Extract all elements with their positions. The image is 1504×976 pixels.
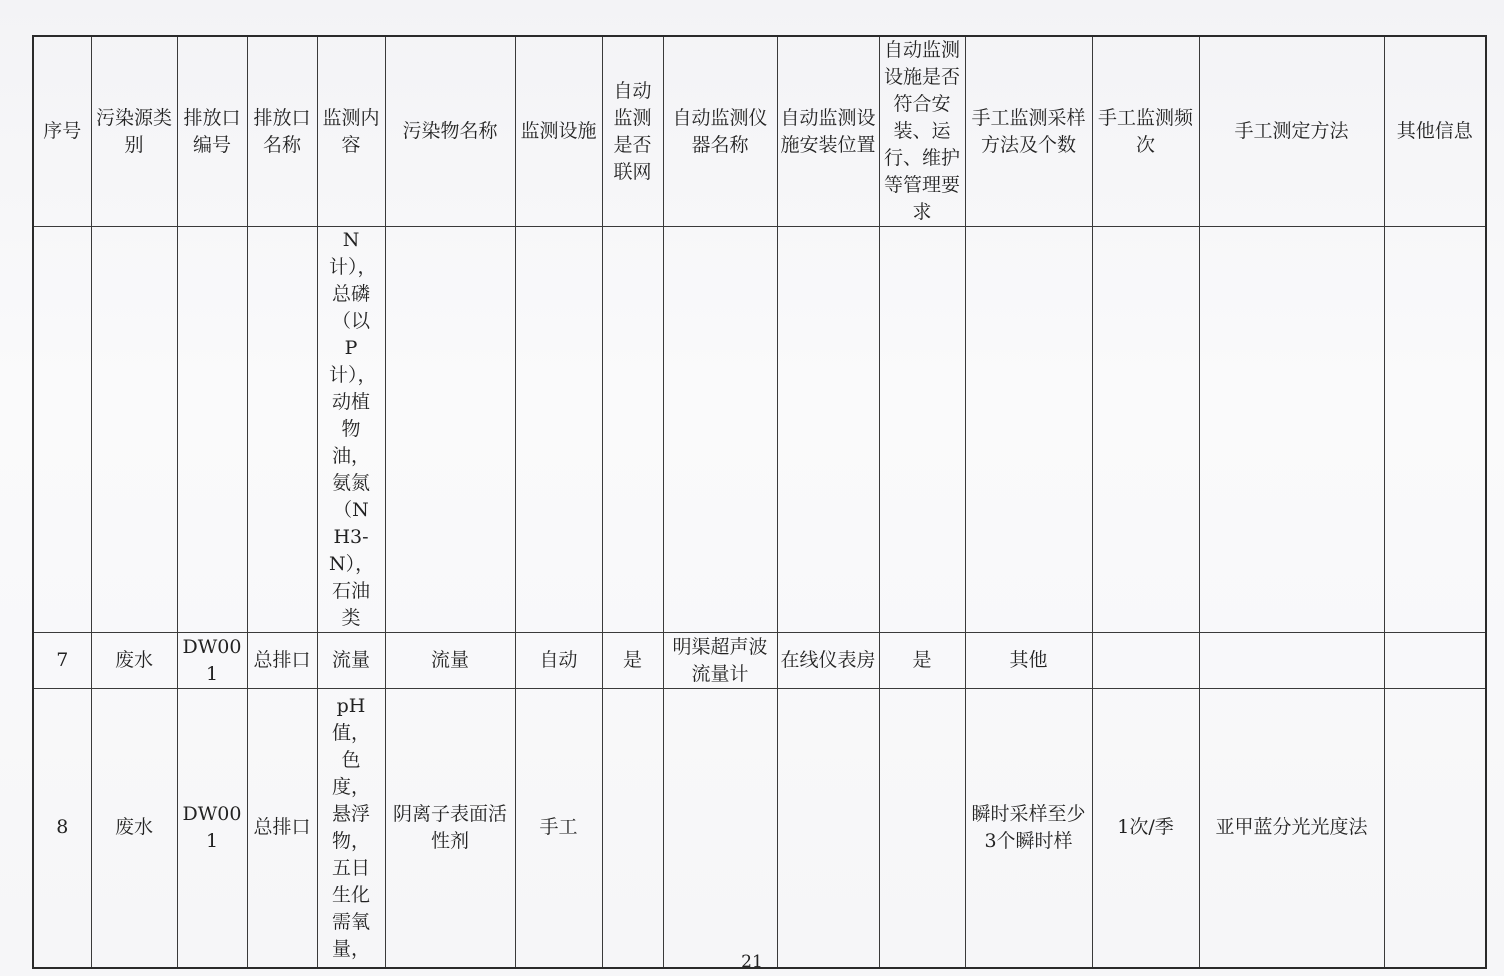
cell-monitor-content (317, 689, 385, 968)
monitor-content-text: N计），总磷（以P计），动植物油，氨氮（NH3-N），石油类 (329, 229, 377, 629)
cell-manual-method (1199, 227, 1384, 633)
cell-auto-location (777, 689, 879, 968)
header-monitor-facility: 监测设施 (515, 36, 602, 227)
cell-manual-method: 亚甲蓝分光光度法 (1199, 689, 1384, 968)
cell-manual-frequency: 1次/季 (1092, 689, 1199, 968)
cell-auto-compliant (879, 227, 965, 633)
monitoring-table (32, 35, 1487, 969)
table-header-row (33, 36, 1486, 227)
header-seq: 序号 (33, 36, 91, 227)
header-auto-networked: 自动监测是否联网 (602, 36, 663, 227)
header-monitor-content: 监测内容 (317, 36, 385, 227)
cell-outlet-name (247, 227, 317, 633)
cell-outlet-name: 总排口 (247, 689, 317, 968)
header-auto-instrument: 自动监测仪器名称 (663, 36, 777, 227)
cell-monitor-facility: 自动 (515, 633, 602, 689)
cell-outlet-code (177, 227, 247, 633)
header-manual-sampling: 手工监测采样方法及个数 (965, 36, 1092, 227)
cell-other-info (1384, 689, 1486, 968)
cell-auto-instrument (663, 689, 777, 968)
cell-manual-frequency (1092, 633, 1199, 689)
cell-auto-compliant (879, 689, 965, 968)
cell-outlet-code: DW001 (177, 689, 247, 968)
cell-outlet-code: DW001 (177, 633, 247, 689)
header-outlet-name: 排放口名称 (247, 36, 317, 227)
cell-manual-sampling (965, 227, 1092, 633)
cell-auto-networked: 是 (602, 633, 663, 689)
cell-source-type: 废水 (91, 633, 177, 689)
cell-manual-method (1199, 633, 1384, 689)
cell-seq: 7 (33, 633, 91, 689)
table-row (33, 227, 1486, 633)
monitor-content-text: pH值，色度，悬浮物，五日生化需氧量， (331, 694, 370, 960)
header-source-type: 污染源类别 (91, 36, 177, 227)
table-row (33, 689, 1486, 968)
cell-source-type: 废水 (91, 689, 177, 968)
header-outlet-code: 排放口编号 (177, 36, 247, 227)
cell-manual-frequency (1092, 227, 1199, 633)
cell-monitor-facility: 手工 (515, 689, 602, 968)
table-row (33, 633, 1486, 689)
cell-auto-compliant: 是 (879, 633, 965, 689)
cell-monitor-content (317, 227, 385, 633)
cell-other-info (1384, 227, 1486, 633)
cell-seq: 8 (33, 689, 91, 968)
cell-auto-networked (602, 227, 663, 633)
cell-auto-instrument: 明渠超声波流量计 (663, 633, 777, 689)
cell-manual-sampling: 瞬时采样至少3个瞬时样 (965, 689, 1092, 968)
page-number: 21 (741, 952, 763, 972)
header-manual-frequency: 手工监测频次 (1092, 36, 1199, 227)
header-pollutant-name: 污染物名称 (385, 36, 515, 227)
cell-pollutant-name: 流量 (385, 633, 515, 689)
cell-monitor-facility (515, 227, 602, 633)
header-auto-location: 自动监测设施安装位置 (777, 36, 879, 227)
cell-auto-instrument (663, 227, 777, 633)
cell-auto-location (777, 227, 879, 633)
cell-pollutant-name (385, 227, 515, 633)
cell-seq (33, 227, 91, 633)
cell-manual-sampling: 其他 (965, 633, 1092, 689)
cell-auto-location: 在线仪表房 (777, 633, 879, 689)
cell-monitor-content: 流量 (317, 633, 385, 689)
header-manual-method: 手工测定方法 (1199, 36, 1384, 227)
cell-other-info (1384, 633, 1486, 689)
cell-auto-networked (602, 689, 663, 968)
header-other-info: 其他信息 (1384, 36, 1486, 227)
cell-source-type (91, 227, 177, 633)
header-auto-compliant: 自动监测设施是否符合安装、运行、维护等管理要求 (879, 36, 965, 227)
cell-outlet-name: 总排口 (247, 633, 317, 689)
cell-pollutant-name: 阴离子表面活性剂 (385, 689, 515, 968)
